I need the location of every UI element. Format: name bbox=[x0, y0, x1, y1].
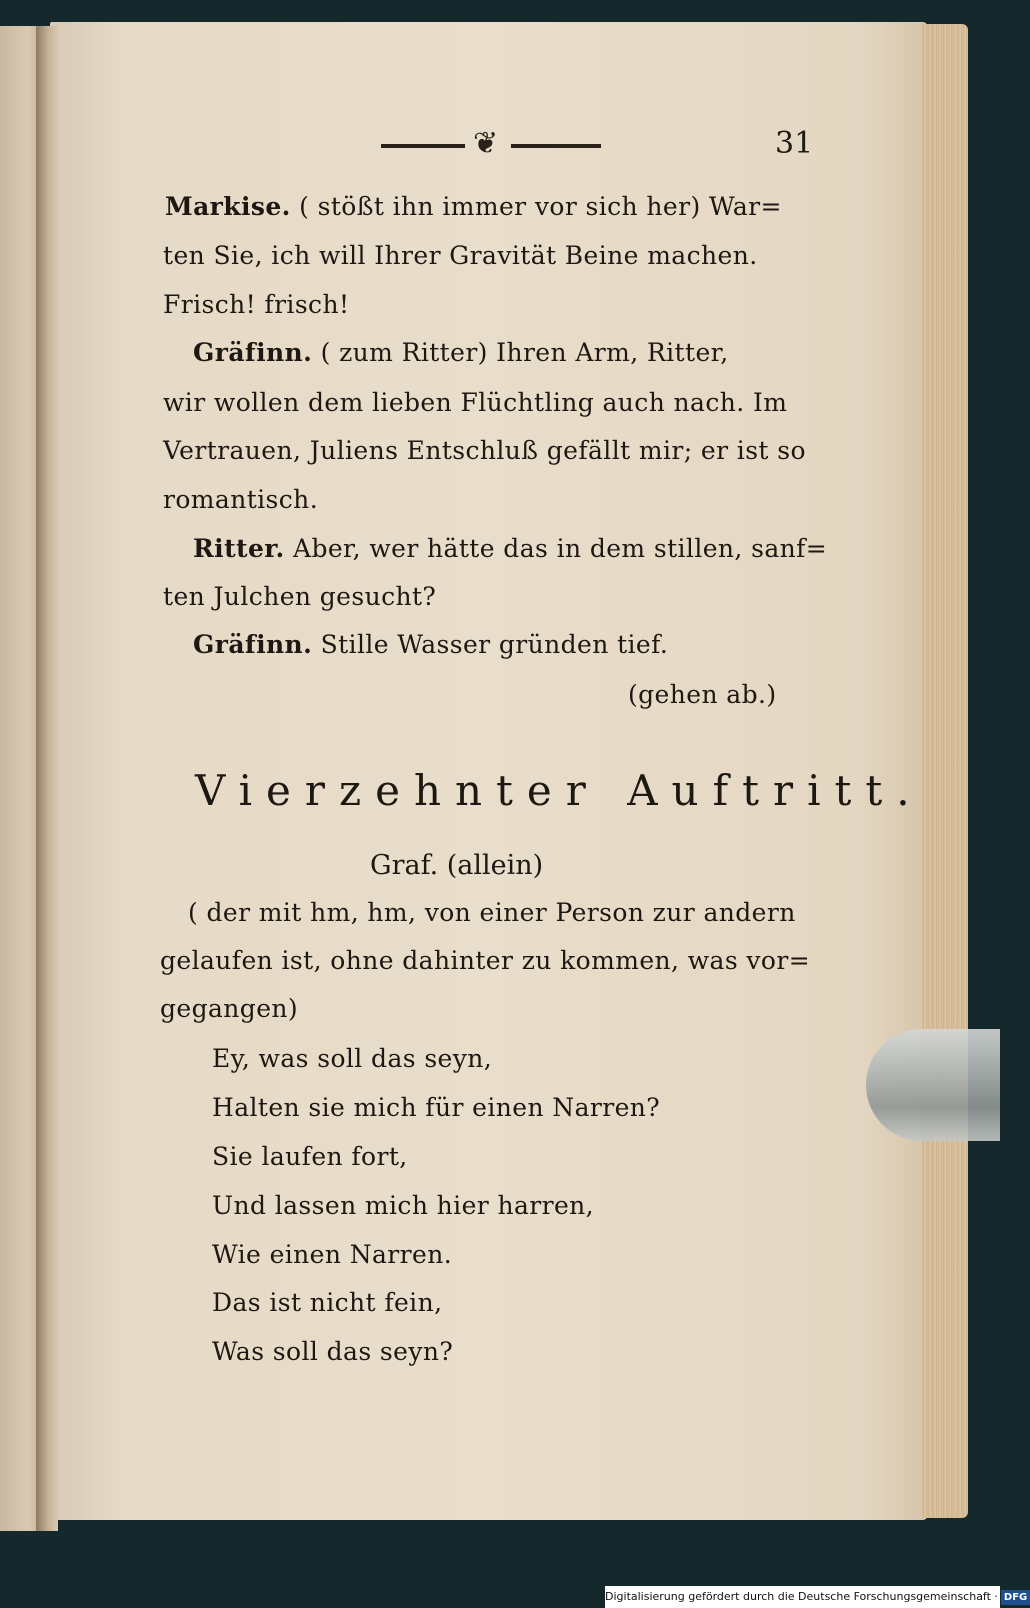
verse-line: Sie laufen fort, bbox=[212, 1142, 408, 1171]
verse-line: Und lassen mich hier harren, bbox=[212, 1191, 595, 1220]
verse-line: Ey, was soll das seyn, bbox=[212, 1044, 493, 1073]
dialogue-line bbox=[193, 338, 729, 367]
scene-subheading: Graf. (allein) bbox=[370, 850, 544, 881]
stage-direction-line: gelaufen ist, ohne dahinter zu kommen, was vor= bbox=[160, 946, 811, 975]
page-block-edges bbox=[922, 24, 968, 1518]
line-text: ( zum Ritter) Ihren Arm, Ritter, bbox=[312, 338, 729, 367]
header-ornament bbox=[381, 126, 601, 162]
credit-text: Digitalisierung gefördert durch die Deutsche Forschungsgemeinschaft · bbox=[605, 1590, 998, 1603]
verse-line: Das ist nicht fein, bbox=[212, 1288, 443, 1317]
line-text: wir wollen dem lieben Flüchtling auch nach. Im bbox=[163, 388, 788, 417]
page-clip bbox=[866, 1029, 1000, 1141]
stage-direction-line: gegangen) bbox=[160, 994, 299, 1023]
dialogue-line bbox=[163, 436, 806, 465]
verse-line: Wie einen Narren. bbox=[212, 1240, 453, 1269]
speaker-name: Gräfinn. bbox=[193, 338, 313, 367]
dialogue-line bbox=[163, 388, 787, 417]
line-text: Aber, wer hätte das in dem stillen, sanf= bbox=[284, 534, 828, 563]
line-text: Stille Wasser gründen tief. bbox=[312, 630, 669, 659]
line-text: Frisch! frisch! bbox=[163, 290, 350, 319]
verse-line: Was soll das seyn? bbox=[212, 1337, 454, 1366]
line-text: ten Julchen gesucht? bbox=[163, 582, 437, 611]
dialogue-line bbox=[193, 630, 668, 659]
stage-exit bbox=[628, 680, 777, 709]
dialogue-line bbox=[163, 290, 349, 319]
dialogue-line bbox=[163, 241, 758, 270]
line-text: Vertrauen, Juliens Entschluß gefällt mir; er ist so bbox=[163, 436, 806, 465]
dialogue-line bbox=[163, 485, 318, 514]
dfg-logo: DFG bbox=[1001, 1590, 1030, 1605]
speaker-name: Ritter. bbox=[193, 534, 285, 563]
verse-line: Halten sie mich für einen Narren? bbox=[212, 1093, 661, 1122]
dialogue-line bbox=[193, 534, 827, 563]
page-number: 31 bbox=[775, 126, 814, 161]
speaker-name: Markise. bbox=[165, 192, 291, 221]
line-text: romantisch. bbox=[163, 485, 319, 514]
line-text: ( stößt ihn immer vor sich her) War= bbox=[290, 192, 782, 221]
line-text: (gehen ab.) bbox=[628, 680, 777, 709]
book-gutter bbox=[36, 26, 58, 1531]
line-text: ten Sie, ich will Ihrer Gravität Beine machen. bbox=[163, 241, 758, 270]
dialogue-line bbox=[165, 192, 782, 221]
digitization-credit bbox=[605, 1586, 1028, 1608]
speaker-name: Gräfinn. bbox=[193, 630, 313, 659]
stage-direction-line: ( der mit hm, hm, von einer Person zur andern bbox=[188, 898, 796, 927]
ornament-icon: ❦ bbox=[473, 126, 499, 161]
dialogue-line bbox=[163, 582, 436, 611]
scene-heading: Vierzehnter Auftritt. bbox=[195, 766, 924, 815]
